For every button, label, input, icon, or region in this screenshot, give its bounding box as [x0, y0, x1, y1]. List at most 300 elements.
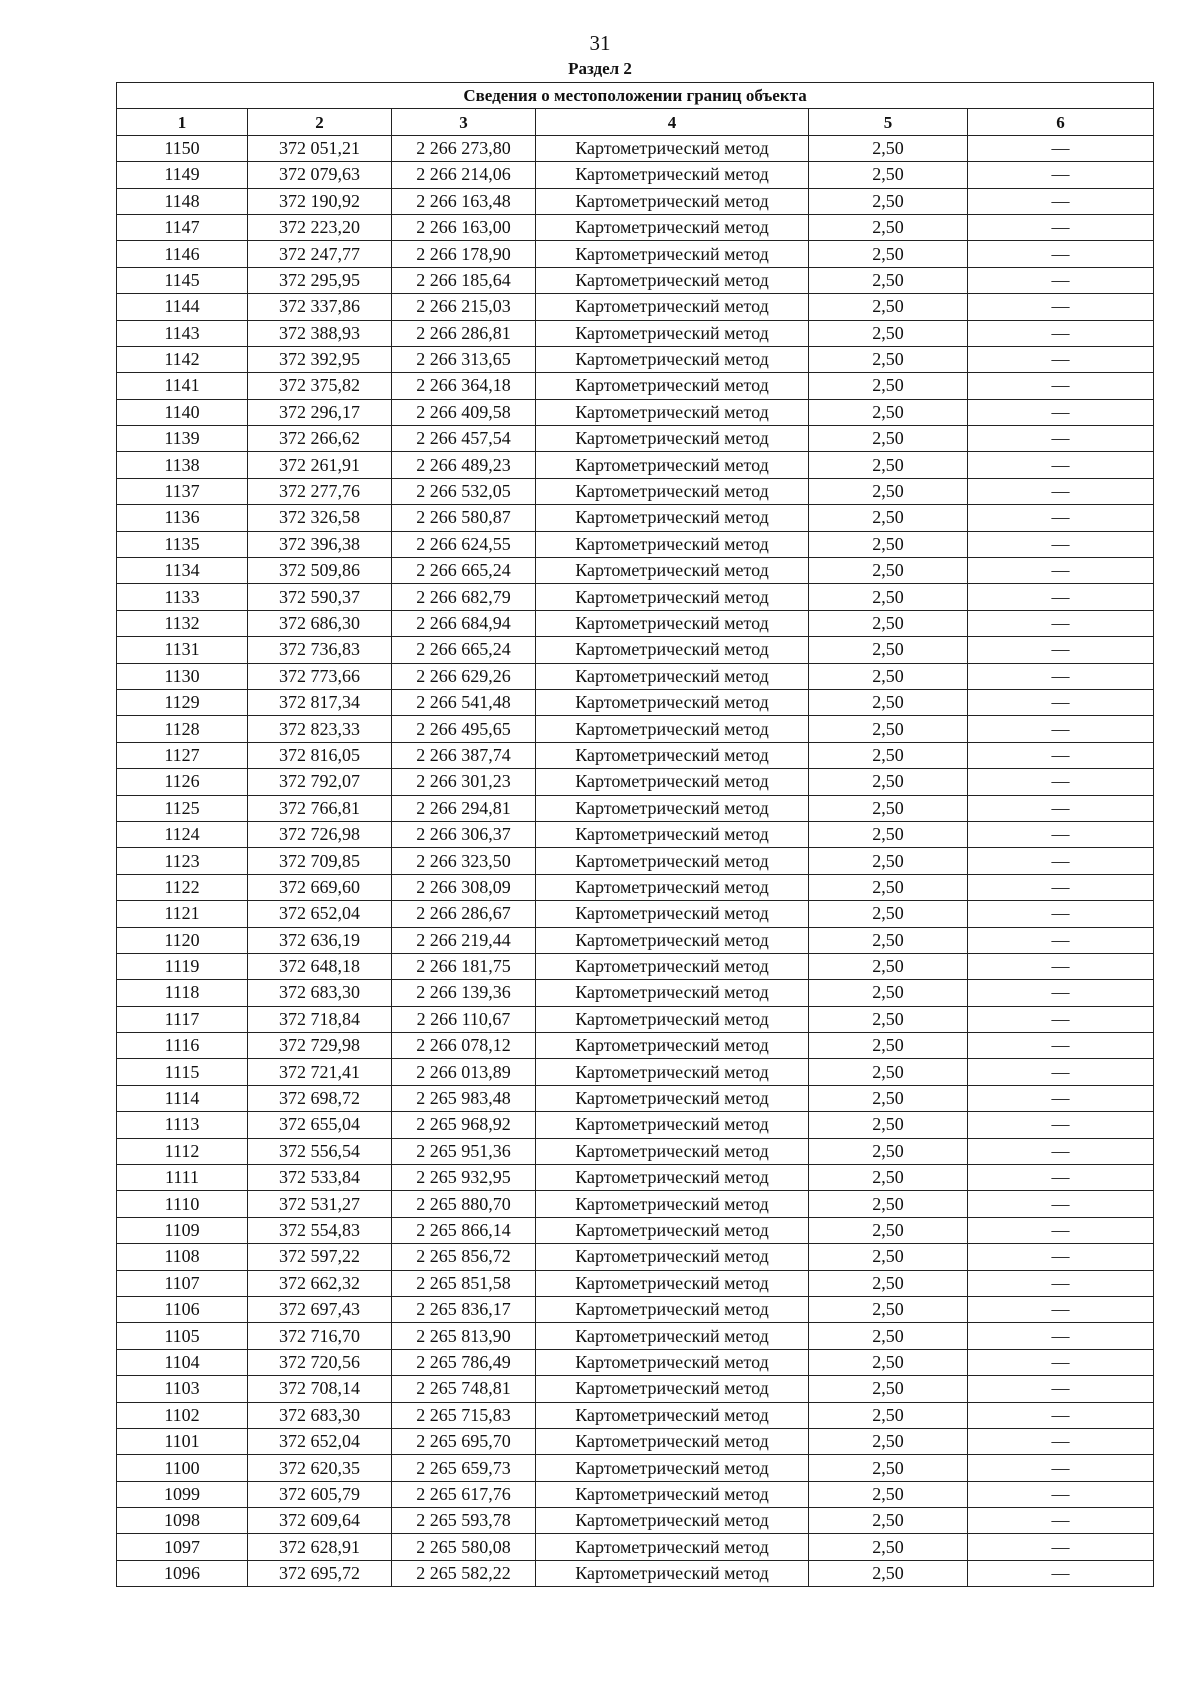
cell-description: —: [968, 901, 1154, 927]
cell-coordinate-y: 2 266 682,79: [392, 584, 536, 610]
table-row: [117, 795, 1154, 821]
cell-method: Картометрический метод: [536, 1270, 809, 1296]
cell-coordinate-y: 2 266 541,48: [392, 689, 536, 715]
cell-coordinate-x: 372 721,41: [248, 1059, 392, 1085]
table-row: [117, 320, 1154, 346]
cell-description: —: [968, 927, 1154, 953]
cell-coordinate-x: 372 295,95: [248, 267, 392, 293]
table-row: [117, 1428, 1154, 1454]
table-row: [117, 1534, 1154, 1560]
cell-method: Картометрический метод: [536, 1006, 809, 1032]
cell-method: Картометрический метод: [536, 320, 809, 346]
cell-method: Картометрический метод: [536, 1481, 809, 1507]
cell-coordinate-y: 2 265 617,76: [392, 1481, 536, 1507]
cell-method: Картометрический метод: [536, 426, 809, 452]
cell-coordinate-x: 372 683,30: [248, 1402, 392, 1428]
cell-coordinate-y: 2 265 715,83: [392, 1402, 536, 1428]
table-row: [117, 980, 1154, 1006]
table-row: [117, 874, 1154, 900]
cell-coordinate-y: 2 266 364,18: [392, 373, 536, 399]
cell-description: —: [968, 1033, 1154, 1059]
cell-coordinate-x: 372 392,95: [248, 346, 392, 372]
cell-point-number: 1106: [117, 1296, 248, 1322]
cell-description: —: [968, 953, 1154, 979]
table-row: [117, 188, 1154, 214]
cell-description: —: [968, 188, 1154, 214]
cell-method: Картометрический метод: [536, 558, 809, 584]
cell-accuracy: 2,50: [809, 294, 968, 320]
cell-point-number: 1128: [117, 716, 248, 742]
cell-method: Картометрический метод: [536, 1085, 809, 1111]
cell-coordinate-x: 372 554,83: [248, 1217, 392, 1243]
cell-accuracy: 2,50: [809, 558, 968, 584]
cell-method: Картометрический метод: [536, 901, 809, 927]
table-row: [117, 1296, 1154, 1322]
cell-coordinate-x: 372 190,92: [248, 188, 392, 214]
cell-method: Картометрический метод: [536, 267, 809, 293]
cell-coordinate-y: 2 266 286,67: [392, 901, 536, 927]
cell-method: Картометрический метод: [536, 1428, 809, 1454]
cell-method: Картометрический метод: [536, 953, 809, 979]
cell-description: —: [968, 1006, 1154, 1032]
cell-point-number: 1113: [117, 1112, 248, 1138]
cell-coordinate-y: 2 266 273,80: [392, 135, 536, 161]
cell-coordinate-x: 372 816,05: [248, 742, 392, 768]
cell-accuracy: 2,50: [809, 267, 968, 293]
cell-accuracy: 2,50: [809, 1349, 968, 1375]
cell-point-number: 1125: [117, 795, 248, 821]
cell-point-number: 1100: [117, 1455, 248, 1481]
table-row: [117, 953, 1154, 979]
cell-point-number: 1124: [117, 821, 248, 847]
cell-coordinate-x: 372 296,17: [248, 399, 392, 425]
cell-point-number: 1116: [117, 1033, 248, 1059]
cell-coordinate-x: 372 396,38: [248, 531, 392, 557]
cell-description: —: [968, 399, 1154, 425]
table-row: [117, 742, 1154, 768]
cell-description: —: [968, 1508, 1154, 1534]
cell-coordinate-x: 372 709,85: [248, 848, 392, 874]
table-row: [117, 214, 1154, 240]
cell-description: —: [968, 558, 1154, 584]
cell-method: Картометрический метод: [536, 689, 809, 715]
cell-coordinate-y: 2 266 387,74: [392, 742, 536, 768]
cell-accuracy: 2,50: [809, 505, 968, 531]
cell-point-number: 1107: [117, 1270, 248, 1296]
cell-coordinate-x: 372 337,86: [248, 294, 392, 320]
cell-description: —: [968, 874, 1154, 900]
cell-coordinate-x: 372 726,98: [248, 821, 392, 847]
cell-point-number: 1098: [117, 1508, 248, 1534]
table-row: [117, 135, 1154, 161]
cell-coordinate-y: 2 265 932,95: [392, 1165, 536, 1191]
cell-accuracy: 2,50: [809, 426, 968, 452]
cell-coordinate-x: 372 652,04: [248, 1428, 392, 1454]
cell-coordinate-y: 2 266 457,54: [392, 426, 536, 452]
cell-coordinate-x: 372 708,14: [248, 1376, 392, 1402]
cell-accuracy: 2,50: [809, 373, 968, 399]
cell-point-number: 1143: [117, 320, 248, 346]
cell-accuracy: 2,50: [809, 1534, 968, 1560]
table-row: [117, 901, 1154, 927]
cell-coordinate-y: 2 266 178,90: [392, 241, 536, 267]
cell-point-number: 1135: [117, 531, 248, 557]
cell-coordinate-x: 372 817,34: [248, 689, 392, 715]
cell-coordinate-x: 372 620,35: [248, 1455, 392, 1481]
cell-accuracy: 2,50: [809, 531, 968, 557]
cell-method: Картометрический метод: [536, 135, 809, 161]
table-row: [117, 426, 1154, 452]
cell-coordinate-y: 2 266 181,75: [392, 953, 536, 979]
cell-coordinate-x: 372 792,07: [248, 769, 392, 795]
cell-description: —: [968, 1059, 1154, 1085]
cell-description: —: [968, 373, 1154, 399]
cell-description: —: [968, 267, 1154, 293]
cell-coordinate-x: 372 736,83: [248, 637, 392, 663]
cell-accuracy: 2,50: [809, 795, 968, 821]
cell-method: Картометрический метод: [536, 241, 809, 267]
cell-accuracy: 2,50: [809, 1296, 968, 1322]
cell-accuracy: 2,50: [809, 1165, 968, 1191]
cell-point-number: 1119: [117, 953, 248, 979]
cell-description: —: [968, 1296, 1154, 1322]
cell-method: Картометрический метод: [536, 478, 809, 504]
cell-point-number: 1142: [117, 346, 248, 372]
cell-coordinate-y: 2 266 665,24: [392, 558, 536, 584]
cell-accuracy: 2,50: [809, 610, 968, 636]
cell-accuracy: 2,50: [809, 1085, 968, 1111]
cell-coordinate-y: 2 266 301,23: [392, 769, 536, 795]
cell-method: Картометрический метод: [536, 1402, 809, 1428]
cell-coordinate-y: 2 265 695,70: [392, 1428, 536, 1454]
cell-method: Картометрический метод: [536, 531, 809, 557]
table-row: [117, 1138, 1154, 1164]
cell-accuracy: 2,50: [809, 241, 968, 267]
cell-coordinate-y: 2 266 286,81: [392, 320, 536, 346]
column-number-row: [117, 109, 1154, 135]
cell-description: —: [968, 162, 1154, 188]
cell-coordinate-x: 372 609,64: [248, 1508, 392, 1534]
cell-method: Картометрический метод: [536, 848, 809, 874]
cell-description: —: [968, 689, 1154, 715]
cell-accuracy: 2,50: [809, 637, 968, 663]
table-row: [117, 1481, 1154, 1507]
cell-coordinate-y: 2 266 684,94: [392, 610, 536, 636]
cell-description: —: [968, 135, 1154, 161]
table-row: [117, 1376, 1154, 1402]
cell-coordinate-y: 2 265 748,81: [392, 1376, 536, 1402]
cell-point-number: 1132: [117, 610, 248, 636]
cell-accuracy: 2,50: [809, 1006, 968, 1032]
cell-point-number: 1131: [117, 637, 248, 663]
cell-accuracy: 2,50: [809, 162, 968, 188]
cell-point-number: 1120: [117, 927, 248, 953]
cell-accuracy: 2,50: [809, 346, 968, 372]
cell-point-number: 1147: [117, 214, 248, 240]
cell-coordinate-x: 372 533,84: [248, 1165, 392, 1191]
cell-coordinate-y: 2 266 185,64: [392, 267, 536, 293]
cell-description: —: [968, 742, 1154, 768]
table-row: [117, 1349, 1154, 1375]
table-row: [117, 848, 1154, 874]
cell-method: Картометрический метод: [536, 188, 809, 214]
cell-point-number: 1110: [117, 1191, 248, 1217]
cell-point-number: 1150: [117, 135, 248, 161]
cell-coordinate-y: 2 266 214,06: [392, 162, 536, 188]
cell-coordinate-y: 2 266 580,87: [392, 505, 536, 531]
cell-coordinate-x: 372 079,63: [248, 162, 392, 188]
cell-coordinate-x: 372 266,62: [248, 426, 392, 452]
table-row: [117, 1033, 1154, 1059]
cell-coordinate-y: 2 266 624,55: [392, 531, 536, 557]
cell-accuracy: 2,50: [809, 188, 968, 214]
cell-description: —: [968, 241, 1154, 267]
cell-point-number: 1146: [117, 241, 248, 267]
cell-point-number: 1133: [117, 584, 248, 610]
cell-method: Картометрический метод: [536, 346, 809, 372]
cell-description: —: [968, 1376, 1154, 1402]
cell-point-number: 1101: [117, 1428, 248, 1454]
cell-method: Картометрический метод: [536, 1560, 809, 1586]
cell-description: —: [968, 1349, 1154, 1375]
cell-description: —: [968, 769, 1154, 795]
cell-coordinate-y: 2 265 786,49: [392, 1349, 536, 1375]
table-row: [117, 716, 1154, 742]
cell-accuracy: 2,50: [809, 953, 968, 979]
cell-point-number: 1144: [117, 294, 248, 320]
table-row: [117, 637, 1154, 663]
cell-accuracy: 2,50: [809, 1138, 968, 1164]
cell-point-number: 1104: [117, 1349, 248, 1375]
cell-accuracy: 2,50: [809, 399, 968, 425]
table-row: [117, 1323, 1154, 1349]
table-row: [117, 346, 1154, 372]
cell-coordinate-x: 372 556,54: [248, 1138, 392, 1164]
cell-coordinate-y: 2 265 851,58: [392, 1270, 536, 1296]
cell-coordinate-x: 372 698,72: [248, 1085, 392, 1111]
cell-coordinate-x: 372 261,91: [248, 452, 392, 478]
cell-coordinate-x: 372 697,43: [248, 1296, 392, 1322]
cell-method: Картометрический метод: [536, 1349, 809, 1375]
cell-coordinate-x: 372 695,72: [248, 1560, 392, 1586]
cell-point-number: 1108: [117, 1244, 248, 1270]
cell-accuracy: 2,50: [809, 1402, 968, 1428]
cell-method: Картометрический метод: [536, 1534, 809, 1560]
cell-description: —: [968, 848, 1154, 874]
cell-coordinate-x: 372 652,04: [248, 901, 392, 927]
table-row: [117, 1165, 1154, 1191]
table-row: [117, 162, 1154, 188]
cell-description: —: [968, 346, 1154, 372]
cell-coordinate-y: 2 266 215,03: [392, 294, 536, 320]
cell-point-number: 1123: [117, 848, 248, 874]
cell-coordinate-x: 372 531,27: [248, 1191, 392, 1217]
cell-accuracy: 2,50: [809, 1323, 968, 1349]
cell-point-number: 1127: [117, 742, 248, 768]
cell-point-number: 1122: [117, 874, 248, 900]
cell-coordinate-y: 2 265 836,17: [392, 1296, 536, 1322]
cell-coordinate-x: 372 223,20: [248, 214, 392, 240]
cell-coordinate-x: 372 716,70: [248, 1323, 392, 1349]
cell-coordinate-x: 372 729,98: [248, 1033, 392, 1059]
cell-description: —: [968, 1402, 1154, 1428]
cell-point-number: 1099: [117, 1481, 248, 1507]
table-row: [117, 1508, 1154, 1534]
cell-description: —: [968, 214, 1154, 240]
cell-description: —: [968, 1323, 1154, 1349]
column-header-1: 1: [117, 109, 248, 135]
cell-point-number: 1139: [117, 426, 248, 452]
cell-coordinate-y: 2 265 659,73: [392, 1455, 536, 1481]
cell-point-number: 1105: [117, 1323, 248, 1349]
cell-coordinate-x: 372 720,56: [248, 1349, 392, 1375]
cell-method: Картометрический метод: [536, 1296, 809, 1322]
cell-method: Картометрический метод: [536, 769, 809, 795]
column-header-3: 3: [392, 109, 536, 135]
cell-description: —: [968, 716, 1154, 742]
cell-method: Картометрический метод: [536, 980, 809, 1006]
cell-method: Картометрический метод: [536, 214, 809, 240]
cell-description: —: [968, 1534, 1154, 1560]
cell-method: Картометрический метод: [536, 1323, 809, 1349]
table-row: [117, 241, 1154, 267]
cell-coordinate-y: 2 265 582,22: [392, 1560, 536, 1586]
cell-point-number: 1136: [117, 505, 248, 531]
cell-coordinate-y: 2 266 323,50: [392, 848, 536, 874]
table-row: [117, 1217, 1154, 1243]
table-row: [117, 1112, 1154, 1138]
table-row: [117, 584, 1154, 610]
cell-description: —: [968, 610, 1154, 636]
cell-point-number: 1130: [117, 663, 248, 689]
cell-method: Картометрический метод: [536, 1217, 809, 1243]
cell-coordinate-y: 2 266 163,48: [392, 188, 536, 214]
cell-accuracy: 2,50: [809, 821, 968, 847]
cell-coordinate-x: 372 669,60: [248, 874, 392, 900]
cell-coordinate-x: 372 718,84: [248, 1006, 392, 1032]
column-header-2: 2: [248, 109, 392, 135]
cell-point-number: 1102: [117, 1402, 248, 1428]
cell-coordinate-y: 2 266 313,65: [392, 346, 536, 372]
cell-coordinate-y: 2 265 866,14: [392, 1217, 536, 1243]
cell-method: Картометрический метод: [536, 1244, 809, 1270]
cell-point-number: 1115: [117, 1059, 248, 1085]
table-row: [117, 294, 1154, 320]
cell-point-number: 1114: [117, 1085, 248, 1111]
cell-method: Картометрический метод: [536, 1376, 809, 1402]
cell-description: —: [968, 1560, 1154, 1586]
cell-coordinate-y: 2 265 983,48: [392, 1085, 536, 1111]
cell-accuracy: 2,50: [809, 742, 968, 768]
table-row: [117, 1059, 1154, 1085]
table-row: [117, 1270, 1154, 1296]
table-row: [117, 663, 1154, 689]
cell-coordinate-y: 2 265 580,08: [392, 1534, 536, 1560]
cell-coordinate-y: 2 265 880,70: [392, 1191, 536, 1217]
cell-method: Картометрический метод: [536, 874, 809, 900]
cell-description: —: [968, 531, 1154, 557]
cell-coordinate-x: 372 509,86: [248, 558, 392, 584]
cell-method: Картометрический метод: [536, 452, 809, 478]
cell-coordinate-y: 2 266 139,36: [392, 980, 536, 1006]
cell-description: —: [968, 821, 1154, 847]
cell-point-number: 1111: [117, 1165, 248, 1191]
cell-description: —: [968, 1481, 1154, 1507]
cell-accuracy: 2,50: [809, 320, 968, 346]
cell-accuracy: 2,50: [809, 1428, 968, 1454]
cell-coordinate-y: 2 266 489,23: [392, 452, 536, 478]
table-row: [117, 1006, 1154, 1032]
cell-point-number: 1097: [117, 1534, 248, 1560]
cell-description: —: [968, 452, 1154, 478]
cell-description: —: [968, 795, 1154, 821]
cell-description: —: [968, 426, 1154, 452]
cell-coordinate-x: 372 247,77: [248, 241, 392, 267]
cell-description: —: [968, 294, 1154, 320]
table-row: [117, 1560, 1154, 1586]
cell-coordinate-y: 2 266 163,00: [392, 214, 536, 240]
cell-description: —: [968, 663, 1154, 689]
table-row: [117, 478, 1154, 504]
table-row: [117, 1191, 1154, 1217]
cell-coordinate-y: 2 266 629,26: [392, 663, 536, 689]
cell-accuracy: 2,50: [809, 1508, 968, 1534]
cell-point-number: 1141: [117, 373, 248, 399]
table-row: [117, 558, 1154, 584]
section-title: Раздел 2: [568, 59, 632, 78]
cell-accuracy: 2,50: [809, 1033, 968, 1059]
cell-method: Картометрический метод: [536, 505, 809, 531]
cell-method: Картометрический метод: [536, 1191, 809, 1217]
cell-coordinate-y: 2 265 968,92: [392, 1112, 536, 1138]
cell-point-number: 1118: [117, 980, 248, 1006]
cell-method: Картометрический метод: [536, 716, 809, 742]
table-row: [117, 821, 1154, 847]
cell-point-number: 1096: [117, 1560, 248, 1586]
cell-method: Картометрический метод: [536, 399, 809, 425]
table-row: [117, 927, 1154, 953]
cell-method: Картометрический метод: [536, 1138, 809, 1164]
cell-description: —: [968, 1112, 1154, 1138]
cell-method: Картометрический метод: [536, 584, 809, 610]
cell-coordinate-x: 372 648,18: [248, 953, 392, 979]
cell-accuracy: 2,50: [809, 478, 968, 504]
cell-accuracy: 2,50: [809, 1270, 968, 1296]
cell-accuracy: 2,50: [809, 848, 968, 874]
cell-method: Картометрический метод: [536, 821, 809, 847]
cell-coordinate-x: 372 773,66: [248, 663, 392, 689]
cell-point-number: 1145: [117, 267, 248, 293]
cell-coordinate-x: 372 605,79: [248, 1481, 392, 1507]
table-head: [117, 83, 1154, 136]
cell-coordinate-y: 2 266 219,44: [392, 927, 536, 953]
table-row: [117, 452, 1154, 478]
cell-coordinate-y: 2 265 593,78: [392, 1508, 536, 1534]
cell-method: Картометрический метод: [536, 373, 809, 399]
table-row: [117, 1402, 1154, 1428]
cell-accuracy: 2,50: [809, 1244, 968, 1270]
cell-accuracy: 2,50: [809, 1560, 968, 1586]
cell-point-number: 1140: [117, 399, 248, 425]
cell-description: —: [968, 1244, 1154, 1270]
cell-point-number: 1126: [117, 769, 248, 795]
cell-coordinate-x: 372 590,37: [248, 584, 392, 610]
cell-coordinate-y: 2 266 495,65: [392, 716, 536, 742]
cell-description: —: [968, 980, 1154, 1006]
cell-accuracy: 2,50: [809, 452, 968, 478]
cell-accuracy: 2,50: [809, 1455, 968, 1481]
cell-coordinate-y: 2 266 308,09: [392, 874, 536, 900]
